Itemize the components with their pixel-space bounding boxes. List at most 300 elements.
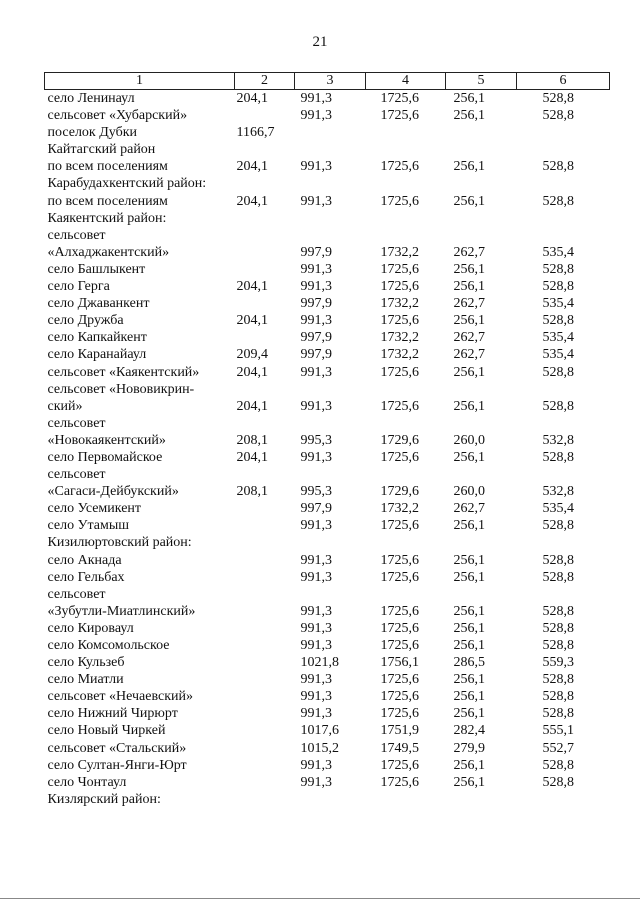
- column-6-value: 528,8: [542, 620, 574, 636]
- column-6-value: 528,8: [542, 261, 574, 277]
- table-row: [45, 227, 610, 244]
- settlement-name-cell: по всем поселениям: [47, 159, 168, 175]
- settlement-name-cell: «Сагаси-Дейбукский»: [47, 484, 179, 500]
- column-4-value: 1725,6: [380, 279, 419, 295]
- column-5-value: 256,1: [453, 774, 485, 790]
- settlement-name-cell: «Алхаджакентский»: [47, 244, 170, 260]
- column-2-value: 204,1: [236, 91, 268, 106]
- column-4-value: [366, 141, 446, 158]
- column-2-value: [235, 500, 295, 517]
- column-2-value: [235, 757, 295, 774]
- table-row: [45, 278, 610, 295]
- column-4-value: [366, 415, 446, 432]
- column-3-value: 997,9: [300, 501, 332, 517]
- column-3-value: [295, 210, 366, 227]
- table-row: [45, 175, 610, 192]
- column-5-value: 256,1: [453, 279, 485, 295]
- column-6-value: 528,8: [542, 638, 574, 653]
- column-4-value: [366, 534, 446, 551]
- table-header-row: [45, 73, 610, 90]
- column-5-value: [446, 227, 517, 244]
- column-6-value: [517, 210, 610, 227]
- table-row: [45, 244, 610, 261]
- column-3-value: [295, 175, 366, 192]
- column-5-value: 262,7: [453, 330, 485, 346]
- column-6-value: 535,4: [542, 330, 574, 346]
- column-2-value: [235, 381, 295, 398]
- settlement-name-cell: сельсовет «Нововикрин-: [47, 381, 195, 397]
- table-row: [45, 705, 610, 722]
- column-3-value: 1015,2: [300, 740, 339, 756]
- column-4-value: 1725,6: [380, 757, 419, 773]
- column-2-value: [235, 295, 295, 312]
- column-3-value: 995,3: [300, 484, 332, 500]
- column-2-value: 204,1: [236, 398, 268, 414]
- column-6-value: [517, 227, 610, 244]
- column-6-value: 535,4: [542, 347, 574, 363]
- column-2-value: [235, 210, 295, 227]
- table-row: [45, 483, 610, 500]
- settlement-name-cell: село Кироваул: [47, 620, 134, 636]
- column-4-value: 1732,2: [380, 347, 419, 363]
- table-row: [45, 500, 610, 517]
- column-3-value: 991,3: [300, 159, 332, 175]
- column-4-value: 1732,2: [380, 330, 419, 346]
- column-2-value: [235, 552, 295, 569]
- column-2-value: [235, 534, 295, 551]
- table-row: [45, 432, 610, 449]
- column-5-value: 256,1: [453, 569, 485, 585]
- table-row: [45, 569, 610, 586]
- column-2-value: [235, 791, 295, 808]
- settlement-name-cell: село Нижний Чирюрт: [47, 706, 178, 722]
- column-header: 2: [235, 73, 295, 90]
- page-bottom-rule: [0, 898, 640, 899]
- page-number: 21: [312, 34, 328, 50]
- column-header: 6: [517, 73, 610, 90]
- column-3-value: [295, 381, 366, 398]
- settlement-name-cell: село Каранайаул: [47, 347, 147, 363]
- column-6-value: 528,8: [542, 449, 574, 465]
- column-3-value: 991,3: [300, 91, 332, 106]
- settlement-name-cell: село Башлыкент: [47, 261, 146, 277]
- column-6-value: 528,8: [542, 757, 574, 773]
- column-2-value: [235, 244, 295, 261]
- column-6-value: 528,8: [542, 279, 574, 295]
- column-3-value: 1021,8: [300, 655, 339, 671]
- column-3-value: [295, 791, 366, 808]
- table-row: [45, 158, 610, 175]
- settlement-name-cell: село Кульзеб: [47, 655, 125, 671]
- column-3-value: 991,3: [300, 569, 332, 585]
- column-6-value: 528,8: [542, 364, 574, 380]
- column-2-value: 204,1: [236, 313, 268, 329]
- column-5-value: 262,7: [453, 347, 485, 363]
- column-2-value: [235, 569, 295, 586]
- table-row: [45, 466, 610, 483]
- column-5-value: 256,1: [453, 757, 485, 773]
- settlement-name-cell: «Новокаякентский»: [47, 432, 166, 448]
- column-6-value: 528,8: [542, 706, 574, 722]
- column-6-value: 528,8: [542, 159, 574, 175]
- column-5-value: [446, 381, 517, 398]
- column-4-value: [366, 175, 446, 192]
- column-4-value: 1725,6: [380, 638, 419, 653]
- column-3-value: 991,3: [300, 313, 332, 329]
- column-4-value: 1751,9: [380, 723, 419, 739]
- column-2-value: 208,1: [236, 432, 268, 448]
- table-row: [45, 688, 610, 705]
- settlement-name-cell: село Акнада: [47, 552, 122, 568]
- column-3-value: [295, 534, 366, 551]
- settlement-name-cell: село Султан-Янги-Юрт: [47, 757, 187, 773]
- table-row: [45, 637, 610, 654]
- column-3-value: 991,3: [300, 672, 332, 688]
- settlement-name-cell: Кизилюртовский район:: [47, 535, 192, 551]
- settlement-name-cell: село Гельбах: [47, 569, 125, 585]
- column-3-value: 991,3: [300, 449, 332, 465]
- settlement-name-cell: село Герга: [47, 279, 110, 295]
- column-header: 3: [295, 73, 366, 90]
- table-row: [45, 329, 610, 346]
- column-5-value: 256,1: [453, 620, 485, 636]
- column-2-value: 204,1: [236, 449, 268, 465]
- column-4-value: [366, 124, 446, 141]
- column-3-value: 991,3: [300, 689, 332, 705]
- column-2-value: 204,1: [236, 279, 268, 295]
- settlement-name-cell: сельсовет «Нечаевский»: [47, 689, 194, 705]
- settlement-name-cell: Кайтагский район: [47, 142, 156, 158]
- table-row: [45, 722, 610, 739]
- column-4-value: [366, 381, 446, 398]
- settlement-name-cell: «Зубутли-Миатлинский»: [47, 603, 196, 619]
- column-4-value: 1732,2: [380, 501, 419, 517]
- column-4-value: 1725,6: [380, 518, 419, 534]
- column-6-value: [517, 791, 610, 808]
- column-5-value: 262,7: [453, 296, 485, 312]
- column-2-value: 204,1: [236, 159, 268, 175]
- column-header: 5: [446, 73, 517, 90]
- settlement-name-cell: село Дружба: [47, 313, 124, 329]
- settlement-name-cell: ский»: [47, 398, 83, 414]
- settlement-name-cell: Каякентский район:: [47, 210, 167, 226]
- column-3-value: 991,3: [300, 398, 332, 414]
- column-5-value: 256,1: [453, 449, 485, 465]
- column-4-value: 1725,6: [380, 108, 419, 124]
- column-2-value: [235, 415, 295, 432]
- column-5-value: [446, 466, 517, 483]
- column-6-value: 532,8: [542, 484, 574, 500]
- column-2-value: [235, 107, 295, 124]
- column-2-value: 209,4: [236, 347, 268, 363]
- settlement-name-cell: Карабудахкентский район:: [47, 176, 207, 192]
- column-5-value: 262,7: [453, 244, 485, 260]
- column-5-value: 256,1: [453, 193, 485, 209]
- column-5-value: 279,9: [453, 740, 485, 756]
- table-row: [45, 620, 610, 637]
- table-row: [45, 449, 610, 466]
- settlement-name-cell: сельсовет: [47, 415, 106, 431]
- column-5-value: [446, 586, 517, 603]
- settlement-name-cell: село Джаванкент: [47, 296, 150, 312]
- settlement-name-cell: сельсовет: [47, 467, 106, 483]
- column-3-value: 991,3: [300, 279, 332, 295]
- column-6-value: [517, 381, 610, 398]
- column-2-value: 204,1: [236, 193, 268, 209]
- column-4-value: 1725,6: [380, 398, 419, 414]
- column-6-value: [517, 415, 610, 432]
- column-4-value: 1725,6: [380, 689, 419, 705]
- settlement-name-cell: село Первомайское: [47, 449, 163, 465]
- column-4-value: 1725,6: [380, 261, 419, 277]
- column-6-value: 559,3: [542, 655, 574, 671]
- column-6-value: 528,8: [542, 108, 574, 124]
- column-5-value: [446, 124, 517, 141]
- settlement-name-cell: село Утамыш: [47, 518, 130, 534]
- column-6-value: 528,8: [542, 193, 574, 209]
- column-3-value: 995,3: [300, 432, 332, 448]
- settlement-name-cell: сельсовет «Хубарский»: [47, 108, 188, 124]
- column-4-value: 1725,6: [380, 620, 419, 636]
- column-4-value: [366, 466, 446, 483]
- column-6-value: 528,8: [542, 398, 574, 414]
- table-row: [45, 193, 610, 210]
- column-3-value: 991,3: [300, 603, 332, 619]
- table-row: [45, 107, 610, 124]
- column-3-value: 991,3: [300, 261, 332, 277]
- table-row: [45, 295, 610, 312]
- column-4-value: 1725,6: [380, 449, 419, 465]
- table-row: [45, 791, 610, 808]
- column-3-value: 991,3: [300, 638, 332, 653]
- table-row: [45, 90, 610, 108]
- column-2-value: 1166,7: [236, 125, 275, 141]
- column-5-value: 256,1: [453, 313, 485, 329]
- column-3-value: 991,3: [300, 108, 332, 124]
- column-5-value: 286,5: [453, 655, 485, 671]
- column-2-value: [235, 329, 295, 346]
- column-5-value: 256,1: [453, 364, 485, 380]
- column-4-value: 1725,6: [380, 706, 419, 722]
- table-row: [45, 312, 610, 329]
- table-row: [45, 603, 610, 620]
- column-5-value: 256,1: [453, 261, 485, 277]
- column-3-value: 991,3: [300, 552, 332, 568]
- column-2-value: [235, 603, 295, 620]
- column-5-value: 262,7: [453, 501, 485, 517]
- column-6-value: [517, 124, 610, 141]
- column-6-value: 535,4: [542, 244, 574, 260]
- table-row: [45, 346, 610, 363]
- column-6-value: 528,8: [542, 603, 574, 619]
- column-4-value: 1725,6: [380, 774, 419, 790]
- settlement-name-cell: поселок Дубки: [47, 125, 138, 141]
- column-2-value: [235, 620, 295, 637]
- column-2-value: 204,1: [236, 364, 268, 380]
- column-5-value: [446, 141, 517, 158]
- column-3-value: [295, 227, 366, 244]
- column-4-value: 1729,6: [380, 484, 419, 500]
- column-5-value: 256,1: [453, 706, 485, 722]
- column-4-value: [366, 227, 446, 244]
- table-row: [45, 517, 610, 534]
- table-row: [45, 124, 610, 141]
- column-4-value: 1725,6: [380, 364, 419, 380]
- column-5-value: 256,1: [453, 603, 485, 619]
- column-2-value: [235, 774, 295, 791]
- column-2-value: [235, 654, 295, 671]
- column-5-value: [446, 534, 517, 551]
- column-4-value: 1725,6: [380, 313, 419, 329]
- column-5-value: 256,1: [453, 108, 485, 124]
- column-2-value: [235, 740, 295, 757]
- column-3-value: 991,3: [300, 620, 332, 636]
- column-6-value: 528,8: [542, 313, 574, 329]
- table-row: [45, 261, 610, 278]
- column-5-value: [446, 415, 517, 432]
- column-3-value: 991,3: [300, 757, 332, 773]
- column-2-value: 208,1: [236, 484, 268, 500]
- table-row: [45, 586, 610, 603]
- column-4-value: [366, 210, 446, 227]
- settlement-name-cell: Кизлярский район:: [47, 791, 161, 807]
- column-2-value: [235, 227, 295, 244]
- column-6-value: 528,8: [542, 91, 574, 106]
- settlement-name-cell: сельсовет: [47, 227, 106, 243]
- column-4-value: 1725,6: [380, 603, 419, 619]
- column-2-value: [235, 141, 295, 158]
- table-row: [45, 534, 610, 551]
- column-4-value: 1725,6: [380, 159, 419, 175]
- table-body: [45, 90, 610, 808]
- column-4-value: 1725,6: [380, 672, 419, 688]
- table-row: [45, 552, 610, 569]
- table-row: [45, 740, 610, 757]
- column-6-value: 528,8: [542, 672, 574, 688]
- column-5-value: 260,0: [453, 484, 485, 500]
- column-4-value: 1749,5: [380, 740, 419, 756]
- column-4-value: 1725,6: [380, 552, 419, 568]
- table-row: [45, 774, 610, 791]
- column-3-value: 991,3: [300, 518, 332, 534]
- column-5-value: 256,1: [453, 638, 485, 653]
- column-3-value: 997,9: [300, 244, 332, 260]
- table-row: [45, 654, 610, 671]
- settlement-name-cell: село Капкайкент: [47, 330, 147, 346]
- column-2-value: [235, 466, 295, 483]
- column-4-value: 1725,6: [380, 193, 419, 209]
- column-5-value: 256,1: [453, 159, 485, 175]
- column-2-value: [235, 688, 295, 705]
- column-6-value: 528,8: [542, 552, 574, 568]
- column-3-value: [295, 466, 366, 483]
- column-6-value: [517, 586, 610, 603]
- column-6-value: 555,1: [542, 723, 574, 739]
- column-2-value: [235, 261, 295, 278]
- settlement-name-cell: сельсовет: [47, 586, 106, 602]
- column-5-value: 256,1: [453, 91, 485, 106]
- column-4-value: 1725,6: [380, 91, 419, 106]
- column-6-value: 535,4: [542, 296, 574, 312]
- column-6-value: 528,8: [542, 518, 574, 534]
- column-2-value: [235, 671, 295, 688]
- column-5-value: [446, 210, 517, 227]
- column-3-value: 991,3: [300, 706, 332, 722]
- column-6-value: [517, 534, 610, 551]
- column-3-value: [295, 141, 366, 158]
- column-6-value: 532,8: [542, 432, 574, 448]
- column-5-value: 256,1: [453, 552, 485, 568]
- column-3-value: 997,9: [300, 330, 332, 346]
- column-4-value: 1732,2: [380, 296, 419, 312]
- tariff-table: [44, 72, 610, 808]
- table-row: [45, 415, 610, 432]
- settlement-name-cell: по всем поселениям: [47, 193, 168, 209]
- column-2-value: [235, 586, 295, 603]
- column-2-value: [235, 705, 295, 722]
- settlement-name-cell: село Чонтаул: [47, 774, 127, 790]
- column-4-value: 1725,6: [380, 569, 419, 585]
- column-2-value: [235, 637, 295, 654]
- table-row: [45, 364, 610, 381]
- column-6-value: 528,8: [542, 569, 574, 585]
- column-3-value: 991,3: [300, 774, 332, 790]
- column-4-value: [366, 586, 446, 603]
- column-6-value: [517, 141, 610, 158]
- column-2-value: [235, 722, 295, 739]
- column-6-value: 528,8: [542, 689, 574, 705]
- column-5-value: 282,4: [453, 723, 485, 739]
- column-5-value: 260,0: [453, 432, 485, 448]
- column-3-value: [295, 415, 366, 432]
- column-4-value: [366, 791, 446, 808]
- column-header: 4: [366, 73, 446, 90]
- table-row: [45, 210, 610, 227]
- column-4-value: 1729,6: [380, 432, 419, 448]
- settlement-name-cell: сельсовет «Каякентский»: [47, 364, 200, 380]
- column-2-value: [235, 175, 295, 192]
- column-6-value: 528,8: [542, 774, 574, 790]
- column-3-value: 997,9: [300, 347, 332, 363]
- column-2-value: [235, 517, 295, 534]
- table-row: [45, 141, 610, 158]
- column-5-value: 256,1: [453, 689, 485, 705]
- settlement-name-cell: село Ленинаул: [47, 91, 135, 106]
- column-6-value: 552,7: [542, 740, 574, 756]
- column-5-value: 256,1: [453, 672, 485, 688]
- column-3-value: [295, 124, 366, 141]
- column-3-value: [295, 586, 366, 603]
- settlement-name-cell: село Миатли: [47, 672, 124, 688]
- column-4-value: 1732,2: [380, 244, 419, 260]
- column-header: 1: [45, 73, 235, 90]
- table-row: [45, 381, 610, 398]
- table-row: [45, 671, 610, 688]
- column-3-value: 991,3: [300, 193, 332, 209]
- settlement-name-cell: село Усемикент: [47, 501, 142, 517]
- column-3-value: 1017,6: [300, 723, 339, 739]
- settlement-name-cell: сельсовет «Стальский»: [47, 740, 187, 756]
- column-6-value: [517, 175, 610, 192]
- column-3-value: 997,9: [300, 296, 332, 312]
- settlement-name-cell: село Комсомольское: [47, 638, 170, 653]
- column-5-value: [446, 175, 517, 192]
- column-5-value: 256,1: [453, 518, 485, 534]
- column-5-value: [446, 791, 517, 808]
- column-6-value: 535,4: [542, 501, 574, 517]
- table-row: [45, 398, 610, 415]
- column-3-value: 991,3: [300, 364, 332, 380]
